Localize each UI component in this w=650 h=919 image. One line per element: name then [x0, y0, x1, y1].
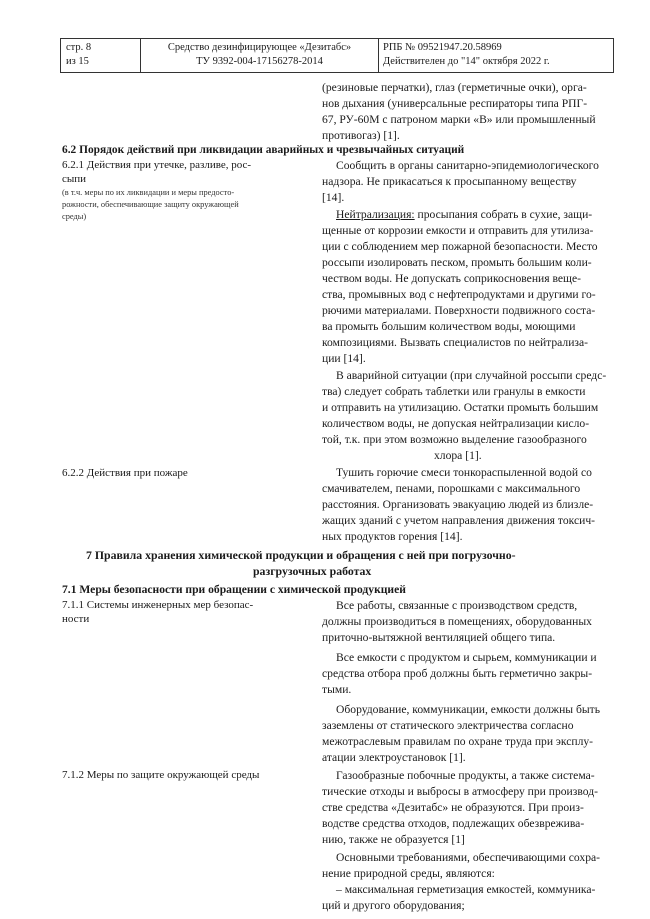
rpb-valid-until: Действителен до "14" октября 2022 г. — [383, 56, 550, 67]
section-7-title-cont: разгрузочных работах — [253, 564, 372, 578]
text-line: Сообщить в органы санитарно-эпидемиологического — [336, 159, 599, 172]
text-line: нов дыхания (универсальные респираторы типа РПГ- — [322, 97, 588, 110]
text-line: Оборудование, коммуникации, емкости должны быть — [336, 703, 601, 716]
text-line: [14]. — [322, 191, 345, 204]
text-line: – максимальная герметизация емкостей, коммуника- — [336, 883, 596, 896]
text-line: средства отбора проб должны быть герметично закры- — [322, 667, 593, 680]
text-fragment: просыпания собрать в сухие, защи- — [414, 208, 593, 221]
text-line: Все емкости с продуктом и сырьем, коммуникации и — [336, 651, 597, 664]
item-6-2-1-note: рожности, обеспечивающие защиту окружающей — [62, 200, 239, 209]
product-name: Средство дезинфицирующее «Дезитабс» — [167, 42, 352, 53]
item-7-1-1-label: ности — [62, 613, 90, 625]
text-line: атации электроустановок [1]. — [322, 751, 466, 764]
text-line: жащих зданий с учетом направления движения токсич- — [322, 514, 596, 527]
text-line: Газообразные побочные продукты, а также система- — [336, 769, 595, 782]
page-number: стр. 8 — [66, 42, 92, 53]
section-7-title: 7 Правила хранения химической продукции и обращения с ней при погрузочно- — [86, 548, 516, 562]
header-product-cell — [141, 39, 379, 72]
page-header — [60, 38, 614, 73]
text-line: хлора [1]. — [434, 449, 482, 462]
text-line: композициями. Вызвать специалистов по нейтрализа- — [322, 336, 588, 349]
text-line: 67, РУ-60М с патроном марки «В» или промышленный — [322, 113, 596, 126]
section-6-2-title: 6.2 Порядок действий при ликвидации аварийных и чрезвычайных ситуаций — [62, 144, 465, 156]
neutralization-label: Нейтрализация: — [336, 208, 415, 221]
product-spec: ТУ 9392-004-17156278-2014 — [196, 56, 323, 67]
text-line: ных продуктов горения [14]. — [322, 530, 463, 543]
text-line: Тушить горючие смеси тонкораспыленной водой со — [336, 466, 592, 479]
item-6-2-1-label: 6.2.1 Действия при утечке, разливе, рос- — [62, 159, 252, 171]
item-7-1-1-label: 7.1.1 Системы инженерных мер безопас- — [62, 599, 254, 611]
rpb-number: РПБ № 09521947.20.58969 — [383, 42, 502, 53]
text-line: нию, также не образуется [1] — [322, 833, 465, 846]
section-7-1-title: 7.1 Меры безопасности при обращении с химической продукцией — [62, 583, 406, 596]
text-line: тические отходы и выбросы в атмосферу при производ- — [322, 785, 598, 798]
item-6-2-1-label: сыпи — [62, 173, 87, 185]
item-6-2-1-note: среды) — [62, 212, 87, 221]
text-line: чеством воды. Не допускать соприкосновения веще- — [322, 272, 581, 285]
text-line: стве средства «Дезитабс» не образуются. При произ- — [322, 801, 584, 814]
text-line: ций и другого оборудования; — [322, 899, 465, 912]
text-line: должны производиться в помещениях, оборудованных — [322, 615, 592, 628]
text-line — [336, 207, 592, 222]
text-line: той, т.к. при этом возможно выделение газообразного — [322, 433, 587, 446]
text-line: заземлены от статического электричества согласно — [322, 719, 574, 732]
text-line: щенные от коррозии емкости и отправить для утилиза- — [322, 224, 594, 237]
text-line: рючими материалами. Поверхности подвижного соста- — [322, 304, 596, 317]
text-line: ции с соблюдением мер пожарной безопасности. Место — [322, 240, 598, 253]
text-line: (резиновые перчатки), глаз (герметичные очки), орга- — [322, 81, 587, 94]
text-line: ции [14]. — [322, 352, 366, 365]
text-line: ства, промывных вод с нефтепродуктами и другими го- — [322, 288, 596, 301]
text-line: расстояния. Организовать эвакуацию людей из близле- — [322, 498, 594, 511]
text-line: россыпи изолировать песком, промыть большим коли- — [322, 256, 592, 269]
text-line: В аварийной ситуации (при случайной россыпи средс- — [336, 369, 607, 382]
header-page-cell — [61, 39, 141, 72]
text-line: приточно-вытяжной вентиляцией общего типа. — [322, 631, 556, 644]
text-line: Основными требованиями, обеспечивающими сохра- — [336, 851, 600, 864]
text-line: противогаз) [1]. — [322, 129, 400, 142]
item-7-1-2-label: 7.1.2 Меры по защите окружающей среды — [62, 769, 260, 781]
text-line: тва) следует собрать таблетки или гранулы в емкости — [322, 385, 586, 398]
item-6-2-2-label: 6.2.2 Действия при пожаре — [62, 467, 188, 479]
text-line: тыми. — [322, 683, 352, 696]
text-line: межотраслевым правилам по охране труда при эксплу- — [322, 735, 594, 748]
page-total: из 15 — [66, 56, 89, 67]
text-line: нение природной среды, являются: — [322, 867, 495, 880]
text-line: смачивателем, пенами, порошками с максимального — [322, 482, 581, 495]
text-line: количеством воды, не допуская нейтрализации кисло- — [322, 417, 590, 430]
text-line: водстве средства отходов, подлежащих обезврежива- — [322, 817, 585, 830]
text-line: Все работы, связанные с производством средств, — [336, 599, 578, 612]
header-rpb-cell — [379, 39, 613, 72]
text-line: надзора. Не прикасаться к просыпанному веществу — [322, 175, 577, 188]
item-6-2-1-note: (в т.ч. меры по их ликвидации и меры предосто- — [62, 188, 235, 197]
text-line: ва промыть большим количеством воды, моющими — [322, 320, 576, 333]
text-line: и отправить на утилизацию. Остатки промыть большим — [322, 401, 599, 414]
